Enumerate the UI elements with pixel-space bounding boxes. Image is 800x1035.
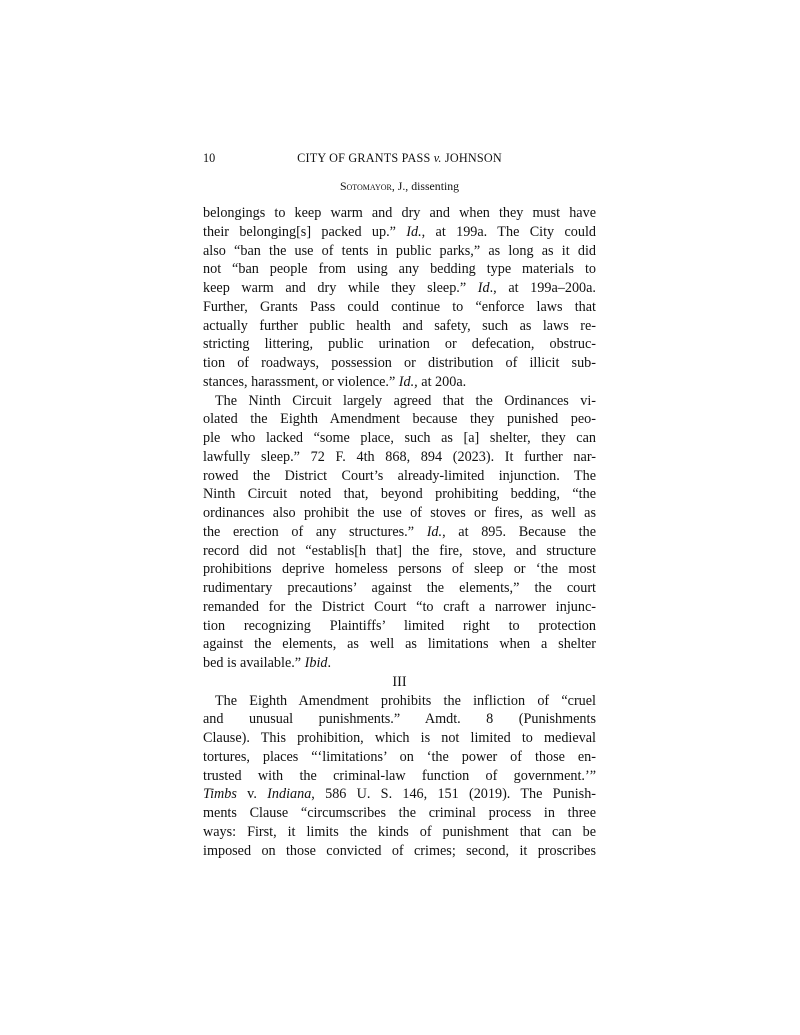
text-segment: their belonging[s] packed up.”: [203, 223, 407, 240]
text-segment: ., at 199a–200a.: [489, 280, 596, 296]
text-line: [203, 523, 596, 542]
text-segment: not “ban people from using any bedding type materials to: [203, 261, 596, 278]
text-segment: rudimentary precautions’ against the elements,” the court: [203, 580, 596, 596]
author-name: Sotomayor: [339, 179, 392, 193]
text-segment: remanded for the District Court “to craft a narrower injunc-: [203, 598, 596, 615]
text-segment: belongings to keep warm and dry and when they must have: [203, 205, 596, 221]
text-segment: against the elements, as well as limitations when a shelter: [203, 636, 596, 653]
text-segment: prohibitions deprive homeless persons of sleep or ‘the most: [203, 561, 596, 578]
italic-citation: Ibid: [304, 655, 328, 671]
text-segment: rowed the District Court’s already-limited injunction. The: [203, 467, 596, 484]
text-segment: tortures, places “‘limitations’ on ‘the power of those en-: [203, 748, 596, 765]
text-segment: III: [392, 673, 407, 690]
text-segment: bed is available.”: [203, 655, 305, 671]
text-line: [203, 748, 596, 767]
text-line: [203, 654, 596, 673]
text-segment: actually further public health and safety, such as laws re-: [203, 317, 596, 334]
text-line: [203, 279, 596, 298]
page-number: 10: [203, 151, 216, 165]
running-head: [203, 150, 596, 166]
text-segment: Ninth Circuit noted that, beyond prohibiting bedding, “the: [203, 486, 596, 503]
text-line: [203, 504, 596, 523]
text-segment: v.: [236, 786, 268, 803]
italic-citation: Indiana: [267, 786, 312, 803]
text-segment: The Ninth Circuit largely agreed that the Ordinances vi-: [215, 392, 596, 409]
italic-citation: Id.,: [398, 373, 418, 390]
section-heading: [203, 673, 596, 692]
text-line: [203, 242, 596, 261]
case-title: [203, 150, 596, 166]
text-line: [203, 635, 596, 654]
text-segment: and unusual punishments.” Amdt. 8 (Punishments: [203, 711, 596, 728]
text-line: [203, 204, 596, 223]
text-segment: , 586 U. S. 146, 151 (2019). The Punish-: [311, 786, 597, 803]
text-line: [203, 317, 596, 336]
text-line: [203, 692, 596, 711]
text-segment: , at 199a. The City could: [421, 223, 596, 240]
text-segment: stricting littering, public urination or defecation, obstruc-: [203, 336, 596, 353]
text-segment: Clause). This prohibition, which is not limited to medieval: [203, 730, 596, 746]
text-segment: Further, Grants Pass could continue to “enforce laws that: [203, 298, 596, 315]
opinion-author-line: [203, 178, 596, 194]
text-segment: lawfully sleep.” 72 F. 4th 868, 894 (2023). It further nar-: [203, 448, 596, 465]
text-line: [203, 373, 596, 392]
text-segment: stances, harassment, or violence.”: [203, 373, 399, 390]
text-line: [203, 298, 596, 317]
text-line: [203, 354, 596, 373]
text-line: [203, 598, 596, 617]
text-line: [203, 392, 596, 411]
text-line: [203, 467, 596, 486]
text-segment: keep warm and dry while they sleep.”: [203, 280, 478, 296]
text-line: [203, 842, 596, 861]
text-segment: ways: First, it limits the kinds of punishment that can be: [203, 823, 596, 840]
text-line: [203, 579, 596, 598]
case-title-suffix: JOHNSON: [441, 151, 502, 165]
text-segment: imposed on those convicted of crimes; second, it proscribes: [203, 842, 596, 859]
text-line: [203, 710, 596, 729]
text-line: [203, 260, 596, 279]
text-line: [203, 785, 596, 804]
text-line: [203, 617, 596, 636]
text-segment: the erection of any structures.”: [203, 523, 427, 540]
opinion-body-text: [203, 204, 596, 860]
text-segment: at 200a.: [417, 373, 467, 390]
text-segment: tion of roadways, possession or distribution of illicit sub-: [203, 355, 596, 371]
author-suffix: , J., dissenting: [391, 179, 460, 193]
italic-citation: Timbs: [203, 786, 237, 803]
text-segment: .: [327, 655, 332, 671]
text-line: [203, 485, 596, 504]
italic-citation: Id.: [426, 523, 443, 540]
case-title-prefix: CITY OF GRANTS PASS: [297, 151, 434, 165]
text-segment: also “ban the use of tents in public parks,” as long as it did: [203, 242, 596, 259]
text-line: [203, 542, 596, 561]
text-line: [203, 560, 596, 579]
text-line: [203, 448, 596, 467]
text-line: [203, 335, 596, 354]
text-line: [203, 767, 596, 786]
text-segment: record did not “establis[h that] the fire, stove, and structure: [203, 542, 596, 559]
text-segment: ple who lacked “some place, such as [a] shelter, they can: [203, 430, 596, 446]
italic-citation: Id: [477, 280, 490, 296]
text-segment: tion recognizing Plaintiffs’ limited right to protection: [203, 617, 596, 634]
text-segment: trusted with the criminal-law function of government.’”: [203, 767, 596, 784]
text-segment: ments Clause “circumscribes the criminal process in three: [203, 805, 596, 821]
text-segment: , at 895. Because the: [442, 523, 596, 540]
text-segment: The Eighth Amendment prohibits the infliction of “cruel: [215, 692, 596, 709]
text-segment: ordinances also prohibit the use of stoves or fires, as well as: [203, 505, 596, 521]
italic-citation: Id.: [406, 223, 422, 240]
text-segment: olated the Eighth Amendment because they punished peo-: [203, 411, 596, 428]
text-line: [203, 429, 596, 448]
case-title-v: v.: [433, 151, 442, 165]
text-line: [203, 410, 596, 429]
text-line: [203, 823, 596, 842]
text-line: [203, 729, 596, 748]
text-line: [203, 804, 596, 823]
text-line: [203, 223, 596, 242]
